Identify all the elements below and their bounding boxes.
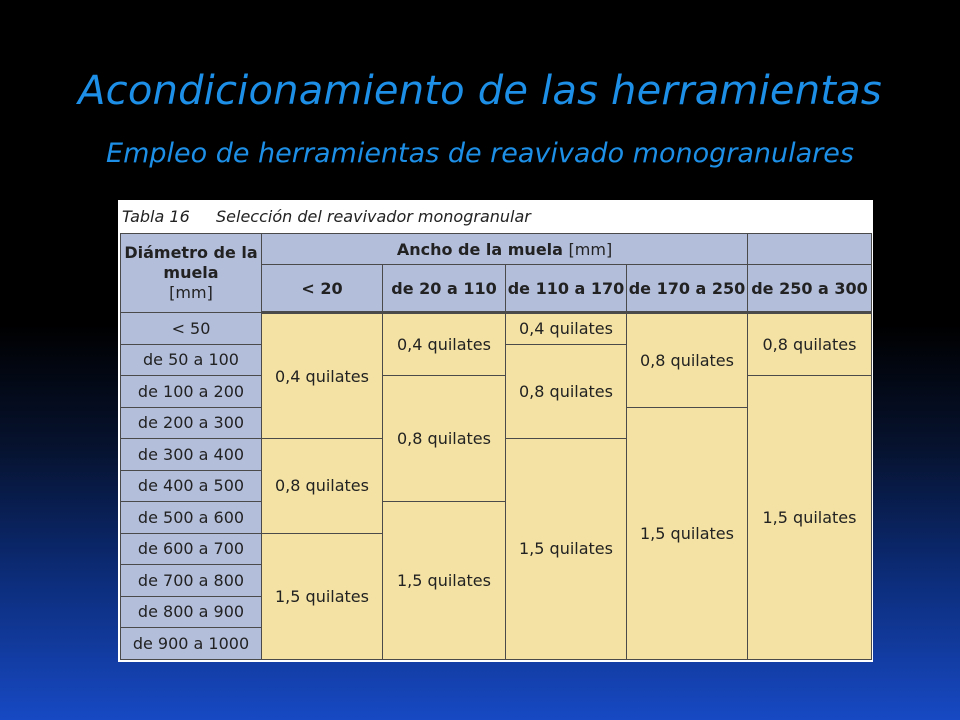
cell-col5-b: 1,5 quilates xyxy=(748,376,872,660)
cell-col1-c: 1,5 quilates xyxy=(262,533,383,659)
table-caption-title: Selección del reavivador monogranular xyxy=(216,207,531,226)
table-caption xyxy=(122,204,531,230)
table-caption-number: Tabla 16 xyxy=(122,207,190,226)
header-diameter-line1: Diámetro de la xyxy=(124,243,258,262)
cell-col2-c: 1,5 quilates xyxy=(383,502,506,660)
header-diameter-unit: [mm] xyxy=(169,283,213,302)
row-header-7: de 500 a 600 xyxy=(121,502,262,534)
row-header-1: < 50 xyxy=(121,313,262,345)
header-width xyxy=(262,234,748,265)
cell-col3-b: 0,8 quilates xyxy=(506,344,627,439)
cell-col5-a: 0,8 quilates xyxy=(748,313,872,376)
row-header-11: de 900 a 1000 xyxy=(121,628,262,660)
row-header-9: de 700 a 800 xyxy=(121,565,262,597)
cell-col3-c: 1,5 quilates xyxy=(506,439,627,660)
cell-col4-a: 0,8 quilates xyxy=(627,313,748,408)
row-header-5: de 300 a 400 xyxy=(121,439,262,471)
slide-subtitle: Empleo de herramientas de reavivado monogranulares xyxy=(106,138,854,169)
header-width-label: Ancho de la muela xyxy=(396,239,563,259)
col-header-2: de 20 a 110 xyxy=(383,265,506,313)
slide-title: Acondicionamiento de las herramientas xyxy=(78,68,882,114)
col-header-3: de 110 a 170 xyxy=(506,265,627,313)
header-diameter-line2: muela xyxy=(163,263,219,282)
row-header-6: de 400 a 500 xyxy=(121,470,262,502)
cell-col1-a: 0,4 quilates xyxy=(262,313,383,439)
header-width-unit: [mm] xyxy=(568,239,613,259)
col-header-1: < 20 xyxy=(262,265,383,313)
cell-col3-a: 0,4 quilates xyxy=(506,313,627,345)
cell-col1-b: 0,8 quilates xyxy=(262,439,383,534)
table-panel xyxy=(118,200,873,662)
header-empty xyxy=(748,234,872,265)
header-diameter xyxy=(121,234,262,313)
col-header-5: de 250 a 300 xyxy=(748,265,872,313)
cell-col2-b: 0,8 quilates xyxy=(383,376,506,502)
row-header-10: de 800 a 900 xyxy=(121,596,262,628)
row-header-2: de 50 a 100 xyxy=(121,344,262,376)
col-header-4: de 170 a 250 xyxy=(627,265,748,313)
row-header-4: de 200 a 300 xyxy=(121,407,262,439)
row-header-3: de 100 a 200 xyxy=(121,376,262,408)
dresser-selection-table xyxy=(120,233,872,660)
cell-col2-a: 0,4 quilates xyxy=(383,313,506,376)
cell-col4-b: 1,5 quilates xyxy=(627,407,748,659)
row-header-8: de 600 a 700 xyxy=(121,533,262,565)
